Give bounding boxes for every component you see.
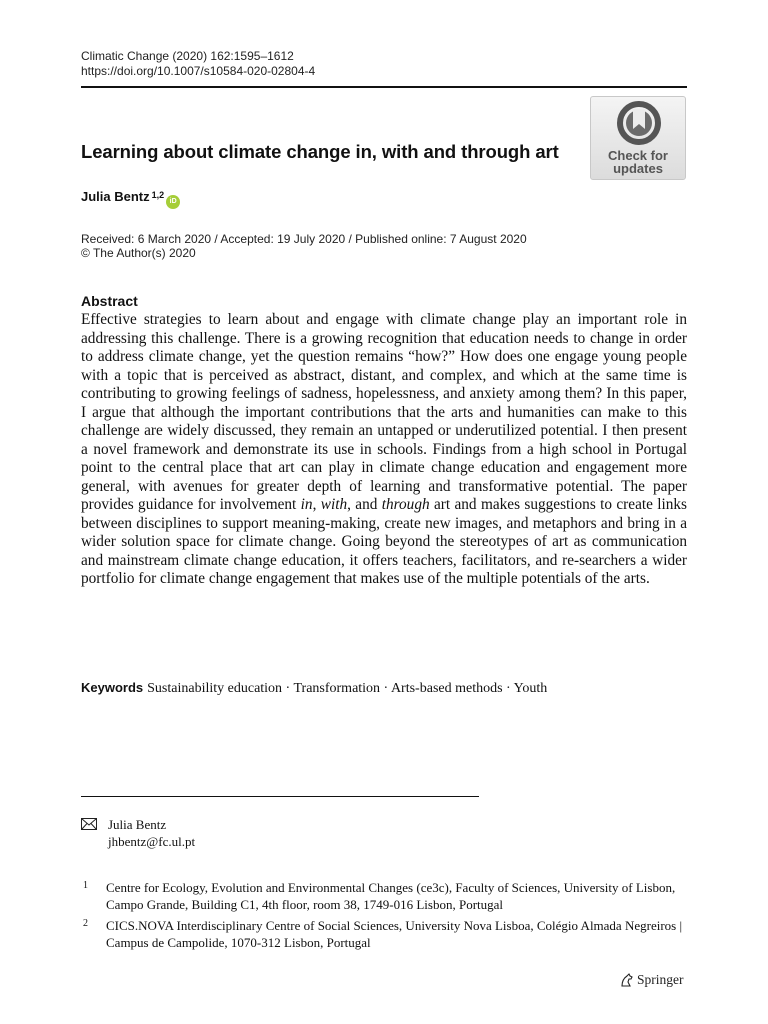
abstract-and: , and [347, 496, 382, 513]
correspondence-name: Julia Bentz [108, 817, 167, 832]
abstract-emphasis-with: with [320, 496, 348, 513]
author-affiliation-marks: 1,2 [151, 190, 165, 200]
journal-citation: Climatic Change (2020) 162:1595–1612 [81, 49, 294, 63]
abstract-emphasis-in: in [300, 496, 313, 513]
envelope-icon [81, 818, 97, 830]
springer-horse-icon [620, 973, 634, 987]
orcid-icon[interactable]: iD [166, 195, 180, 209]
affiliation-number-2: 2 [83, 918, 88, 929]
abstract-text-part-1: Effective strategies to learn about and engage with climate change play an important role in addressing this challenge. There is a growing recognition that education needs to change in order to address climate change, yet the question remains “how?” How does one engage young people with a topic that is perceived as abstract, distant, and complex, and which at the same time is contributing to growing feelings of sadness, hopelessness, and anxiety among them? In this paper, I argue that although the important contributions that the arts and humanities can make to this challenge are widely discussed, they remain an untapped or underutilized potential. I then present a novel framework and demonstrate its use in schools. Findings from a high school in Portugal point to the central place that art can play in climate change education and engagement more general, with avenues for greater depth of learning and transformative potential. The paper provides guidance for involvement [81, 311, 687, 513]
correspondence-email[interactable]: jhbentz@fc.ul.pt [108, 834, 196, 849]
footnote-rule [81, 796, 479, 797]
copyright-line [81, 246, 196, 261]
check-for-updates-badge[interactable] [590, 96, 686, 180]
check-for-updates-icon [615, 101, 663, 147]
affiliation-1: Centre for Ecology, Evolution and Environmental Changes (ce3c), Faculty of Sciences, University of Lisbon, Campo Grande, Building C1, 4th floor, room 38, 1749-016 Lisbon, Portugal [106, 880, 676, 912]
keywords-line [81, 680, 547, 697]
abstract-emphasis-through: through [381, 496, 430, 513]
affiliation-2: CICS.NOVA Interdisciplinary Centre of Social Sciences, University Nova Lisboa, Colégio Almada Negreiros | Campus de Campolide, 1070-312 Lisbon, Portugal [106, 918, 683, 950]
keywords-label: Keywords [81, 680, 144, 695]
abstract-body [81, 311, 687, 589]
doi-link[interactable]: https://doi.org/10.1007/s10584-020-02804-4 [81, 64, 316, 78]
abstract-heading: Abstract [81, 293, 138, 309]
article-title: Learning about climate change in, with and through art [81, 141, 559, 162]
publisher-logo [620, 972, 684, 988]
badge-line-1: Check for [608, 148, 668, 163]
affiliation-number-1: 1 [83, 880, 88, 891]
header-rule [81, 86, 687, 88]
copyright-text: The Author(s) 2020 [92, 246, 196, 260]
abstract-text-part-2: art and makes suggestions to create links between disciplines to support meaning-making, create new images, and metaphors and bring in a wider solution space for climate change. Going beyond the stereotypes of art as communication and mainstream climate change education, it offers teachers, facilitators, and re-searchers a wider portfolio for climate change engagement that makes use of the multiple potentials of the arts. [81, 496, 688, 587]
copyright-icon: © [81, 246, 90, 260]
author-line [81, 189, 180, 209]
keywords-list: Sustainability education · Transformation · Arts-based methods · Youth [147, 681, 548, 696]
publication-dates: Received: 6 March 2020 / Accepted: 19 July 2020 / Published online: 7 August 2020 [81, 232, 527, 246]
publisher-name: Springer [637, 972, 684, 987]
author-name[interactable]: Julia Bentz [81, 189, 150, 204]
badge-line-2: updates [613, 161, 663, 176]
abstract-comma: , [312, 496, 321, 513]
